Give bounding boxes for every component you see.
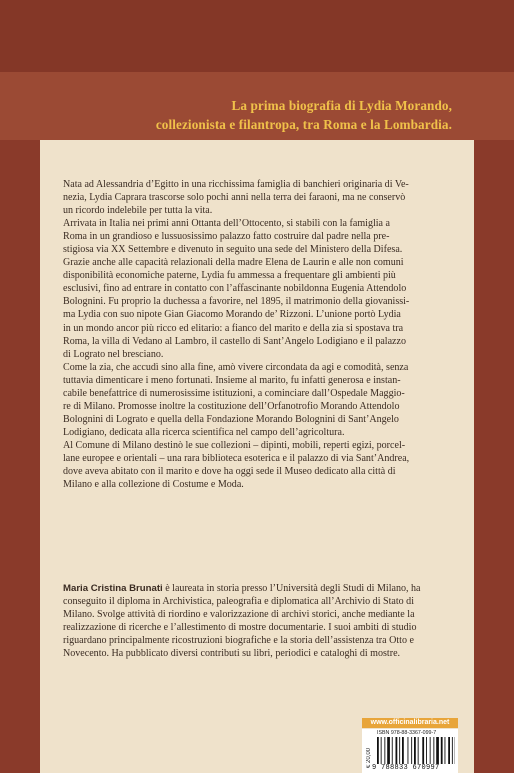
description-line: Bolognini. Fu proprio la duchessa a favorire, nel 1895, il matrimonio della giovanissi- [63, 296, 410, 308]
description-line: esclusivi, fino ad entrare in contatto con l’affascinante nobildonna Eugenia Attendolo [63, 283, 407, 295]
barcode-bar [433, 737, 434, 764]
description-line: Roma in un grandioso e lussuosissimo palazzo fatto costruire dal padre nella pre- [63, 231, 390, 243]
barcode-bar [384, 737, 385, 764]
description-line: Milano e alla collezione di Costume e Moda. [63, 479, 244, 491]
description-line: stigiosa via XX Settembre e divenuto in seguito una sede del Ministero della Difesa. [63, 244, 403, 256]
barcode-bar [448, 737, 450, 764]
author-bio-line: realizzazione di ricerche e l’allestimento di mostre documentarie. I suoi ambiti di studio [63, 622, 417, 634]
description-line: tuttavia dimenticare i meno fortunati. Insieme al marito, fu infatti generosa e instan- [63, 374, 401, 386]
description-line: disponibilità economiche paterne, Lydia fu ammessa a frequentare gli ambienti più [63, 270, 396, 282]
description-line: ma Lydia con suo nipote Gian Giacomo Morando de’ Rizzoni. L’unione portò Lydia [63, 309, 401, 321]
description-line: nezia, Lydia Caprara trascorse solo pochi anni nella terra dei faraoni, ma ne conservò [63, 192, 406, 204]
description-line: lane europee e orientali – una rara biblioteca esoterica e il palazzo di via Sant’Andrea, [63, 452, 410, 464]
barcode-bar [441, 737, 443, 764]
description-line: in un mondo ancor più ricco ed elitario: a fianco del marito e della zia si spostava tra [63, 322, 404, 334]
description-line: dove aveva abitato con il marito e dove ha oggi sede il Museo dedicato alla città di [63, 466, 396, 478]
isbn-label: ISBN 978-88-3367-099-7 [377, 730, 437, 736]
author-bio-line: conseguito il diploma in Archivistica, paleografia e diplomatica all’Archivio di Stato di [63, 596, 414, 608]
cover-top-band [0, 0, 514, 72]
description-line: Come la zia, che accudì sino alla fine, amò vivere circondata da agi e comodità, senza [63, 361, 409, 373]
book-tagline [156, 96, 452, 134]
barcode-bar [392, 737, 393, 764]
description-line: cabile benefattrice di numerosissime istituzioni, a cominciare dall’Ospedale Maggio- [63, 387, 405, 399]
barcode-bar [445, 737, 446, 764]
author-bio-text: è laureata in storia presso l’Università degli Studi di Milano, ha [162, 583, 421, 594]
barcode-bar [418, 737, 419, 764]
author-bio-line: riguardano principalmente ricostruzioni biografiche e la storia dell’assistenza tra Otto e [63, 635, 414, 647]
barcode-bar [414, 737, 416, 764]
description-line: re di Milano. Promosse inoltre la costituzione dell’Orfanotrofio Morando Attendolo [63, 400, 400, 412]
barcode-bar [408, 737, 409, 764]
description-line: Grazie anche alle capacità relazionali della madre Elena de Laurin e alle non comuni [63, 257, 404, 269]
book-description [63, 178, 458, 491]
description-line: Al Comune di Milano destinò le sue collezioni – dipinti, mobili, reperti egizi, porcel- [63, 439, 406, 451]
description-line: Lodigiano, dedicata alla ricerca scientifica nel campo dell’agricoltura. [63, 426, 345, 438]
barcode-bar [422, 737, 424, 764]
barcode-bar [387, 737, 390, 764]
barcode-bar [396, 737, 398, 764]
barcode-digits: 9 788833 670997 [372, 764, 440, 772]
barcode-bar [399, 737, 400, 764]
barcode-bar [426, 737, 427, 764]
barcode-bar [452, 737, 453, 764]
author-bio-line: Milano. Svolge attività di riordino e valorizzazione di archivi storici, anche mediante la [63, 609, 415, 621]
barcode-bar [402, 737, 404, 764]
tagline-line-1: La prima biografia di Lydia Morando, [231, 98, 452, 113]
description-line: Nata ad Alessandria d’Egitto in una ricchissima famiglia di banchieri originaria di Ve- [63, 179, 409, 190]
description-line: di Lograto nel bresciano. [63, 348, 164, 360]
description-line: un ricordo indelebile per tutta la vita. [63, 205, 213, 217]
author-bio-line: Novecento. Ha pubblicato diversi contributi su libri, periodici e cataloghi di mostre. [63, 648, 401, 660]
barcode-graphic [377, 737, 455, 764]
publisher-website: www.officinalibraria.net [362, 718, 458, 728]
tagline-line-2: collezionista e filantropa, tra Roma e la Lombardia. [155, 117, 452, 132]
author-bio [63, 582, 458, 660]
description-line: Arrivata in Italia nei primi anni Ottanta dell’Ottocento, si stabilì con la famiglia a [63, 218, 390, 230]
barcode-bar [411, 737, 412, 764]
barcode-bar [377, 737, 379, 764]
description-line: Roma, la villa di Vedano al Lambro, il castello di Sant’Angelo Lodigiano e il palazzo [63, 335, 406, 347]
barcode-bar [430, 737, 431, 764]
price-label: € 20,00 [366, 747, 372, 768]
description-line: Bolognini di Lograto e quella della Fondazione Morando Bolognini di Sant’Angelo [63, 413, 399, 425]
barcode-bar [436, 737, 439, 764]
author-name: Maria Cristina Brunati [63, 583, 163, 594]
author-bio-first-line [63, 582, 458, 595]
barcode-bar [381, 737, 382, 764]
